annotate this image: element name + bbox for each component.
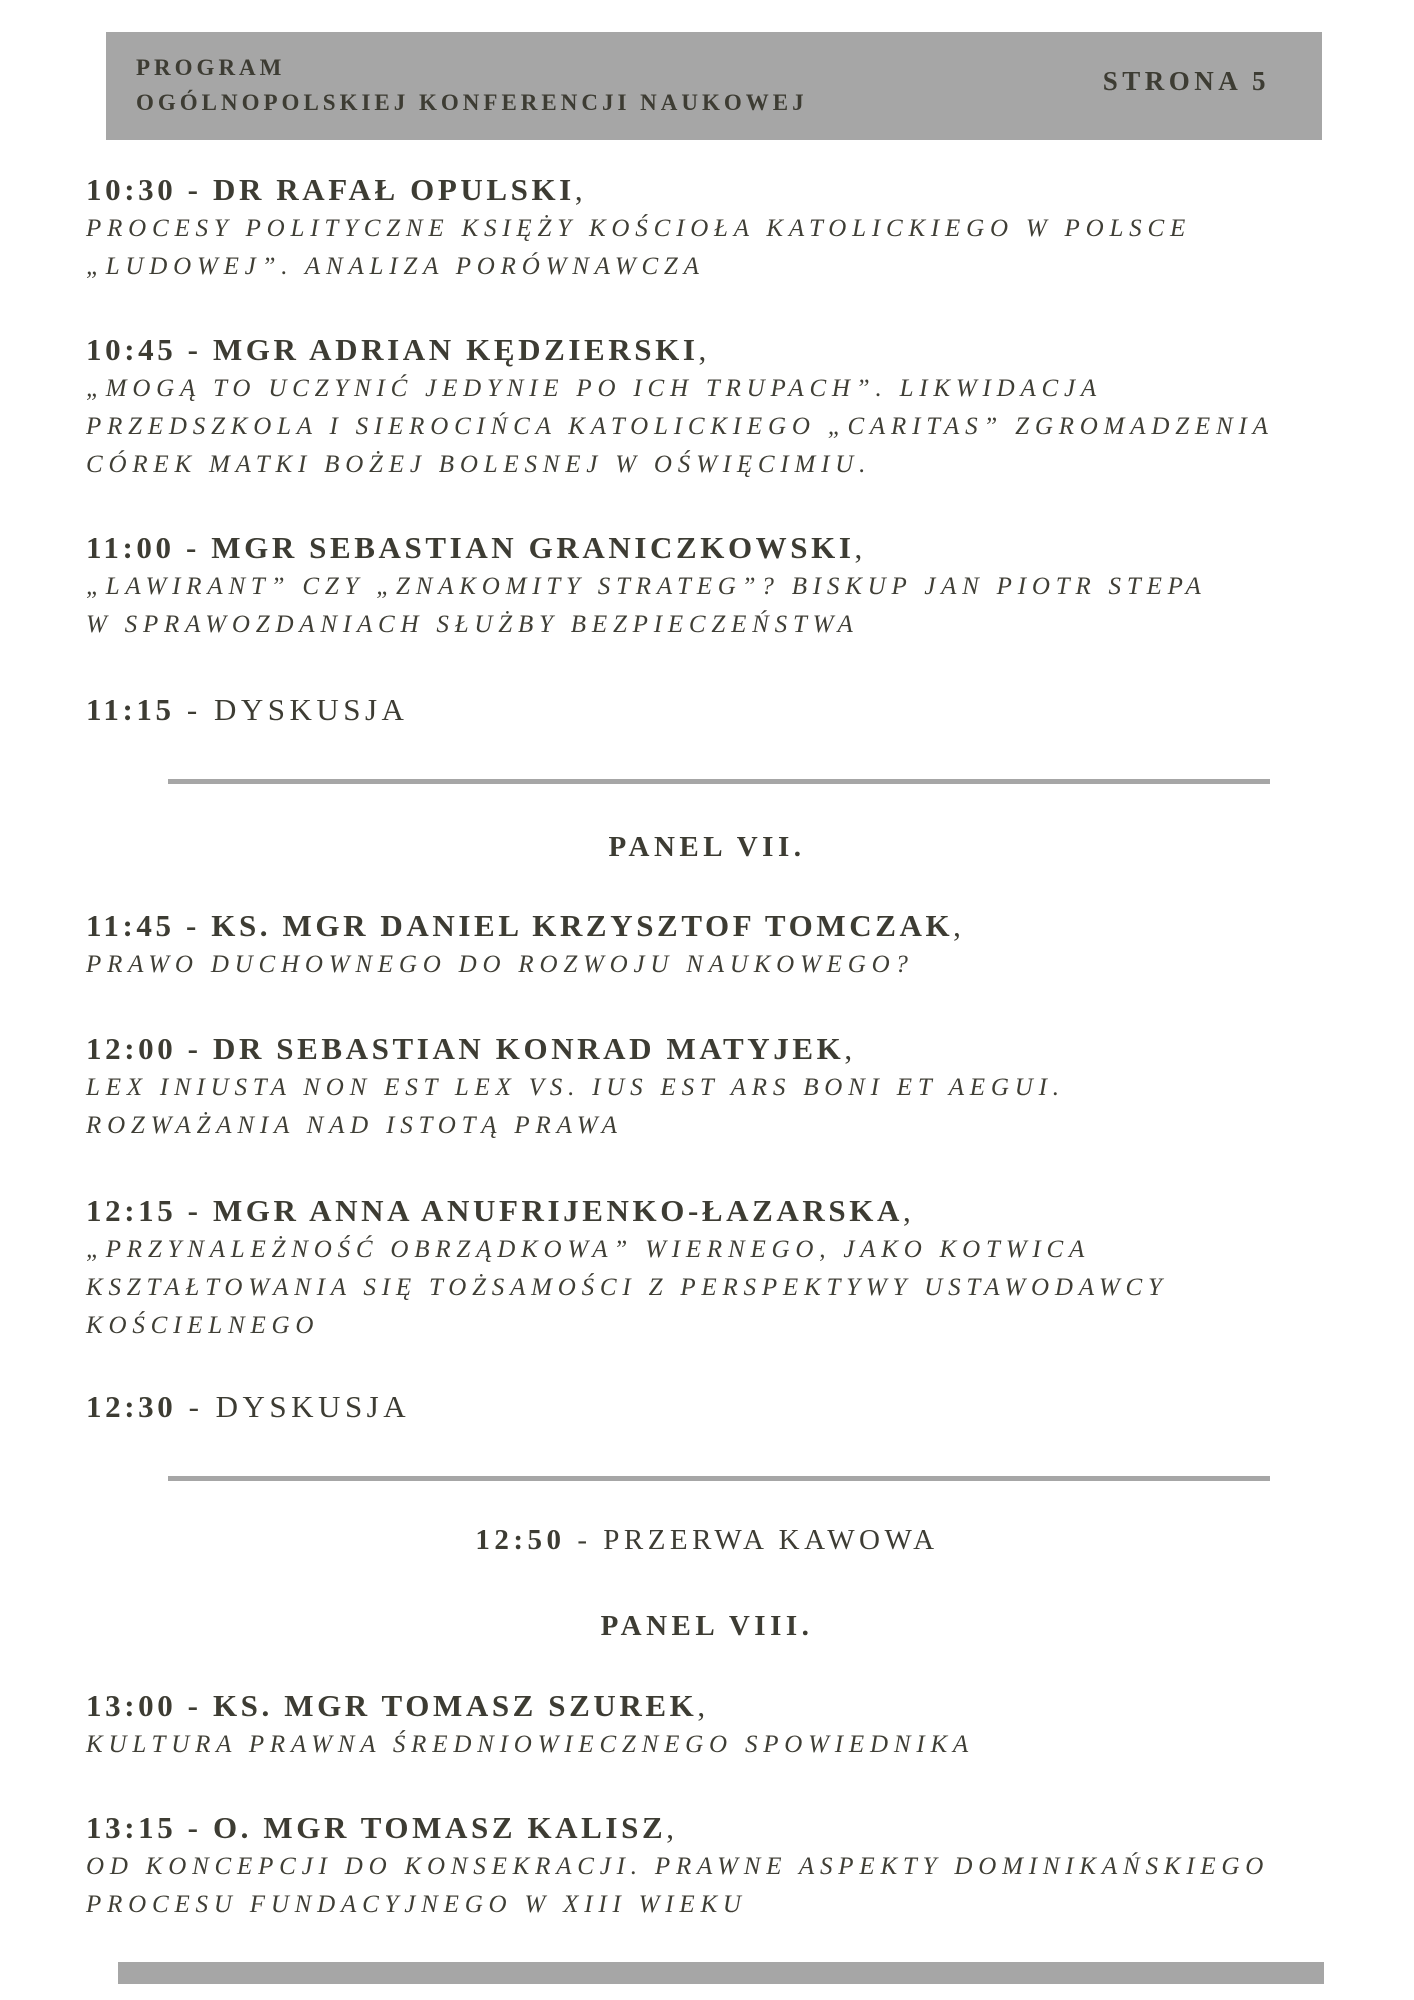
header-title-line-1: PROGRAM	[136, 55, 286, 80]
talk-heading: 13:00 - KS. MGR TOMASZ SZUREK,	[86, 1688, 709, 1723]
talk-time: 13:15	[86, 1810, 177, 1845]
discussion-item: 11:15 - DYSKUSJA	[86, 692, 409, 727]
talk-speaker: KS. MGR TOMASZ SZUREK	[212, 1688, 698, 1723]
talk-time: 11:00	[86, 530, 175, 565]
header-title-line-2: OGÓLNOPOLSKIEJ KONFERENCJI NAUKOWEJ	[136, 90, 808, 115]
talk-time: 11:45	[86, 908, 175, 943]
talk-heading: 10:30 - DR RAFAŁ OPULSKI,	[86, 172, 587, 207]
talk-title-line: ROZWAŻANIA NAD ISTOTĄ PRAWA	[86, 1112, 623, 1139]
talk-item	[86, 170, 1346, 286]
discussion-time: 11:15	[86, 692, 175, 727]
talk-title-line: CÓREK MATKI BOŻEJ BOLESNEJ W OŚWIĘCIMIU.	[86, 451, 872, 478]
talk-title-line: „PRZYNALEŻNOŚĆ OBRZĄDKOWA” WIERNEGO, JAKO KOTWICA	[86, 1236, 1091, 1263]
header-title	[136, 50, 808, 120]
talk-item	[86, 1029, 1346, 1145]
talk-speaker: DR SEBASTIAN KONRAD MATYJEK	[212, 1031, 845, 1066]
talk-title-line: „MOGĄ TO UCZYNIĆ JEDYNIE PO ICH TRUPACH”. LIKWIDACJA	[86, 375, 1103, 402]
talk-speaker: MGR ANNA ANUFRIJENKO-ŁAZARSKA	[212, 1193, 903, 1228]
talk-title-line: KULTURA PRAWNA ŚREDNIOWIECZNEGO SPOWIEDNIKA	[86, 1731, 974, 1758]
talk-title-line: PROCESU FUNDACYJNEGO W XIII WIEKU	[86, 1891, 747, 1918]
talk-title-line: „LAWIRANT” CZY „ZNAKOMITY STRATEG”? BISKUP JAN PIOTR STEPA	[86, 573, 1207, 600]
talk-title-line: PRAWO DUCHOWNEGO DO ROZWOJU NAUKOWEGO?	[86, 951, 914, 978]
talk-item	[86, 528, 1346, 644]
talk-speaker: MGR ADRIAN KĘDZIERSKI	[212, 332, 699, 367]
page-number: STRONA 5	[1102, 66, 1270, 96]
talk-title-line: PRZEDSZKOLA I SIEROCIŃCA KATOLICKIEGO „CARITAS” ZGROMADZENIA	[86, 413, 1274, 440]
talk-speaker: O. MGR TOMASZ KALISZ	[212, 1810, 667, 1845]
talk-time: 12:00	[86, 1031, 177, 1066]
section-divider	[168, 779, 1270, 784]
talk-item	[86, 1686, 1346, 1764]
talk-title-line: KOŚCIELNEGO	[86, 1312, 320, 1339]
talk-speaker: KS. MGR DANIEL KRZYSZTOF TOMCZAK	[211, 908, 954, 943]
break-label: PRZERWA KAWOWA	[603, 1524, 939, 1556]
talk-title-line: W SPRAWOZDANIACH SŁUŻBY BEZPIECZEŃSTWA	[86, 611, 859, 638]
talk-title-line: PROCESY POLITYCZNE KSIĘŻY KOŚCIOŁA KATOLICKIEGO W POLSCE	[86, 215, 1192, 242]
talk-title-line: OD KONCEPCJI DO KONSEKRACJI. PRAWNE ASPEKTY DOMINIKAŃSKIEGO	[86, 1853, 1270, 1880]
break-time: 12:50	[475, 1524, 566, 1556]
page-header	[106, 32, 1322, 140]
discussion-label: DYSKUSJA	[215, 1389, 411, 1424]
talk-time: 10:30	[86, 172, 177, 207]
talk-heading: 12:15 - MGR ANNA ANUFRIJENKO-ŁAZARSKA,	[86, 1193, 915, 1228]
talk-item	[86, 330, 1346, 484]
footer-bar	[118, 1962, 1324, 1984]
talk-speaker: DR RAFAŁ OPULSKI	[212, 172, 575, 207]
talk-title-line: LEX INIUSTA NON EST LEX VS. IUS EST ARS BONI ET AEGUI.	[86, 1074, 1065, 1101]
talk-title-line: „LUDOWEJ”. ANALIZA PORÓWNAWCZA	[86, 253, 705, 280]
talk-heading: 13:15 - O. MGR TOMASZ KALISZ,	[86, 1810, 678, 1845]
coffee-break: 12:50 - PRZERWA KAWOWA	[475, 1524, 939, 1556]
panel-heading: PANEL VIII.	[600, 1610, 814, 1642]
discussion-item: 12:30 - DYSKUSJA	[86, 1389, 411, 1424]
talk-heading: 12:00 - DR SEBASTIAN KONRAD MATYJEK,	[86, 1031, 856, 1066]
section-divider	[168, 1476, 1270, 1481]
talk-time: 13:00	[86, 1688, 177, 1723]
talk-item	[86, 1191, 1346, 1345]
talk-item	[86, 906, 1346, 984]
talk-title-line: KSZTAŁTOWANIA SIĘ TOŻSAMOŚCI Z PERSPEKTYWY USTAWODAWCY	[86, 1274, 1168, 1301]
talk-heading: 11:00 - MGR SEBASTIAN GRANICZKOWSKI,	[86, 530, 866, 565]
talk-time: 12:15	[86, 1193, 177, 1228]
talk-heading: 10:45 - MGR ADRIAN KĘDZIERSKI,	[86, 332, 710, 367]
talk-heading: 11:45 - KS. MGR DANIEL KRZYSZTOF TOMCZAK,	[86, 908, 965, 943]
discussion-time: 12:30	[86, 1389, 177, 1424]
discussion-label: DYSKUSJA	[213, 692, 409, 727]
talk-time: 10:45	[86, 332, 177, 367]
talk-item	[86, 1808, 1346, 1924]
panel-heading: PANEL VII.	[608, 831, 806, 863]
talk-speaker: MGR SEBASTIAN GRANICZKOWSKI	[211, 530, 855, 565]
